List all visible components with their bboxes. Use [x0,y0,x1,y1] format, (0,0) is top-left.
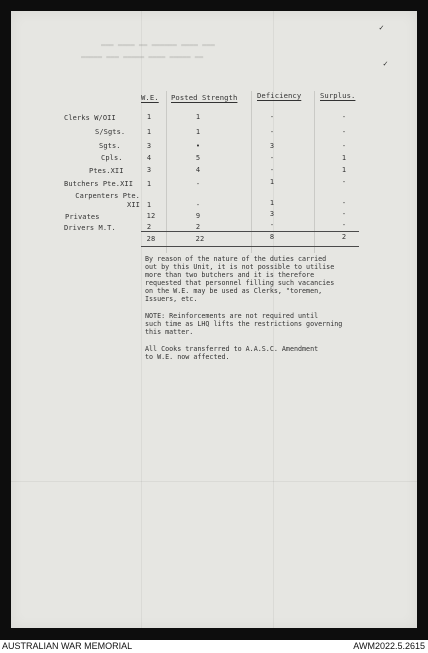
cell-deficiency: 3 [269,142,275,150]
column-divider [314,91,315,253]
cell-deficiency: - [269,166,275,174]
cell-surplus: - [341,221,347,229]
column-divider [166,91,167,253]
row-label: Sgts. [99,142,121,150]
corner-mark: ✓ [383,59,388,68]
cell-deficiency: - [269,128,275,136]
cell-posted: 1 [195,113,201,121]
cell-we: 1 [146,128,152,136]
row-label: Drivers M.T. [64,224,116,232]
fold-line [141,11,142,628]
archive-footer [0,640,428,653]
header-surplus: Surplus. [320,91,356,100]
cell-we: 1 [146,201,152,209]
header-posted-strength: Posted Strength [171,93,238,102]
header-deficiency: Deficiency [257,91,302,100]
total-surplus: 2 [341,233,347,241]
show-through-text: ▬▬▬ ▬▬▬▬ ▬▬ ▬▬▬▬▬▬ ▬▬▬▬ ▬▬▬ [101,41,215,49]
cell-surplus: 1 [341,166,347,174]
fold-line [11,481,417,482]
cell-posted: 1 [195,128,201,136]
row-label: Cpls. [101,154,123,162]
total-we: 28 [146,235,156,243]
totals-rule [141,246,359,247]
footer-institution: AUSTRALIAN WAR MEMORIAL [2,641,133,651]
row-label: Ptes.XII [89,167,124,175]
cell-posted: - [195,180,201,188]
show-through-text: ▬▬▬▬▬ ▬▬▬ ▬▬▬▬▬ ▬▬▬▬ ▬▬▬▬▬ ▬▬ [81,53,204,61]
cooks-paragraph: All Cooks transferred to A.A.S.C. Amendment to W.E. now affected. [145,345,319,362]
cell-posted: 4 [195,166,201,174]
cell-surplus: 1 [341,154,347,162]
cell-posted: • [195,142,201,150]
cell-surplus: - [341,178,347,186]
cell-deficiency: 3 [269,210,275,218]
column-divider [251,91,252,253]
cell-deficiency: 1 [269,178,275,186]
row-label: S/Sgts. [95,128,126,136]
cell-surplus: - [341,210,347,218]
cell-we: 4 [146,154,152,162]
total-posted: 22 [195,235,205,243]
cell-we: 3 [146,142,152,150]
cell-we: 12 [146,212,156,220]
cell-posted: - [195,201,201,209]
cell-deficiency: - [269,113,275,121]
cell-deficiency: - [269,221,275,229]
document-page [11,11,417,628]
cell-deficiency: 1 [269,199,275,207]
cell-posted: 5 [195,154,201,162]
cell-we: 3 [146,166,152,174]
cell-surplus: - [341,142,347,150]
cell-surplus: - [341,113,347,121]
cell-we: 1 [146,180,152,188]
cell-posted: 9 [195,212,201,220]
row-label: Carpenters Pte. XII [75,192,140,209]
cell-we: 1 [146,113,152,121]
row-label: Privates [65,213,100,221]
row-label: Butchers Pte.XII [64,180,134,188]
cell-deficiency: - [269,154,275,162]
cell-posted: 2 [195,223,201,231]
cell-we: 2 [146,223,152,231]
explanation-paragraph: By reason of the nature of the duties carried out by this Unit, it is not possible to utilise more than two butchers and it is therefore requested that personnel filling such vacancies on the W.E. may be used as Clerks, "toremen, Issuers, etc. [145,255,335,304]
note-paragraph: NOTE: Reinforcements are not required until such time as LHQ lifts the restrictions governing this matter. [145,312,343,337]
total-deficiency: 8 [269,233,275,241]
cell-surplus: - [341,199,347,207]
header-we: W.E. [141,93,159,102]
footer-reference: AWM2022.5.2615 [353,641,425,651]
row-label: Clerks W/OII [64,114,116,122]
corner-mark: ✓ [379,23,384,32]
totals-rule [141,231,359,232]
cell-surplus: - [341,128,347,136]
